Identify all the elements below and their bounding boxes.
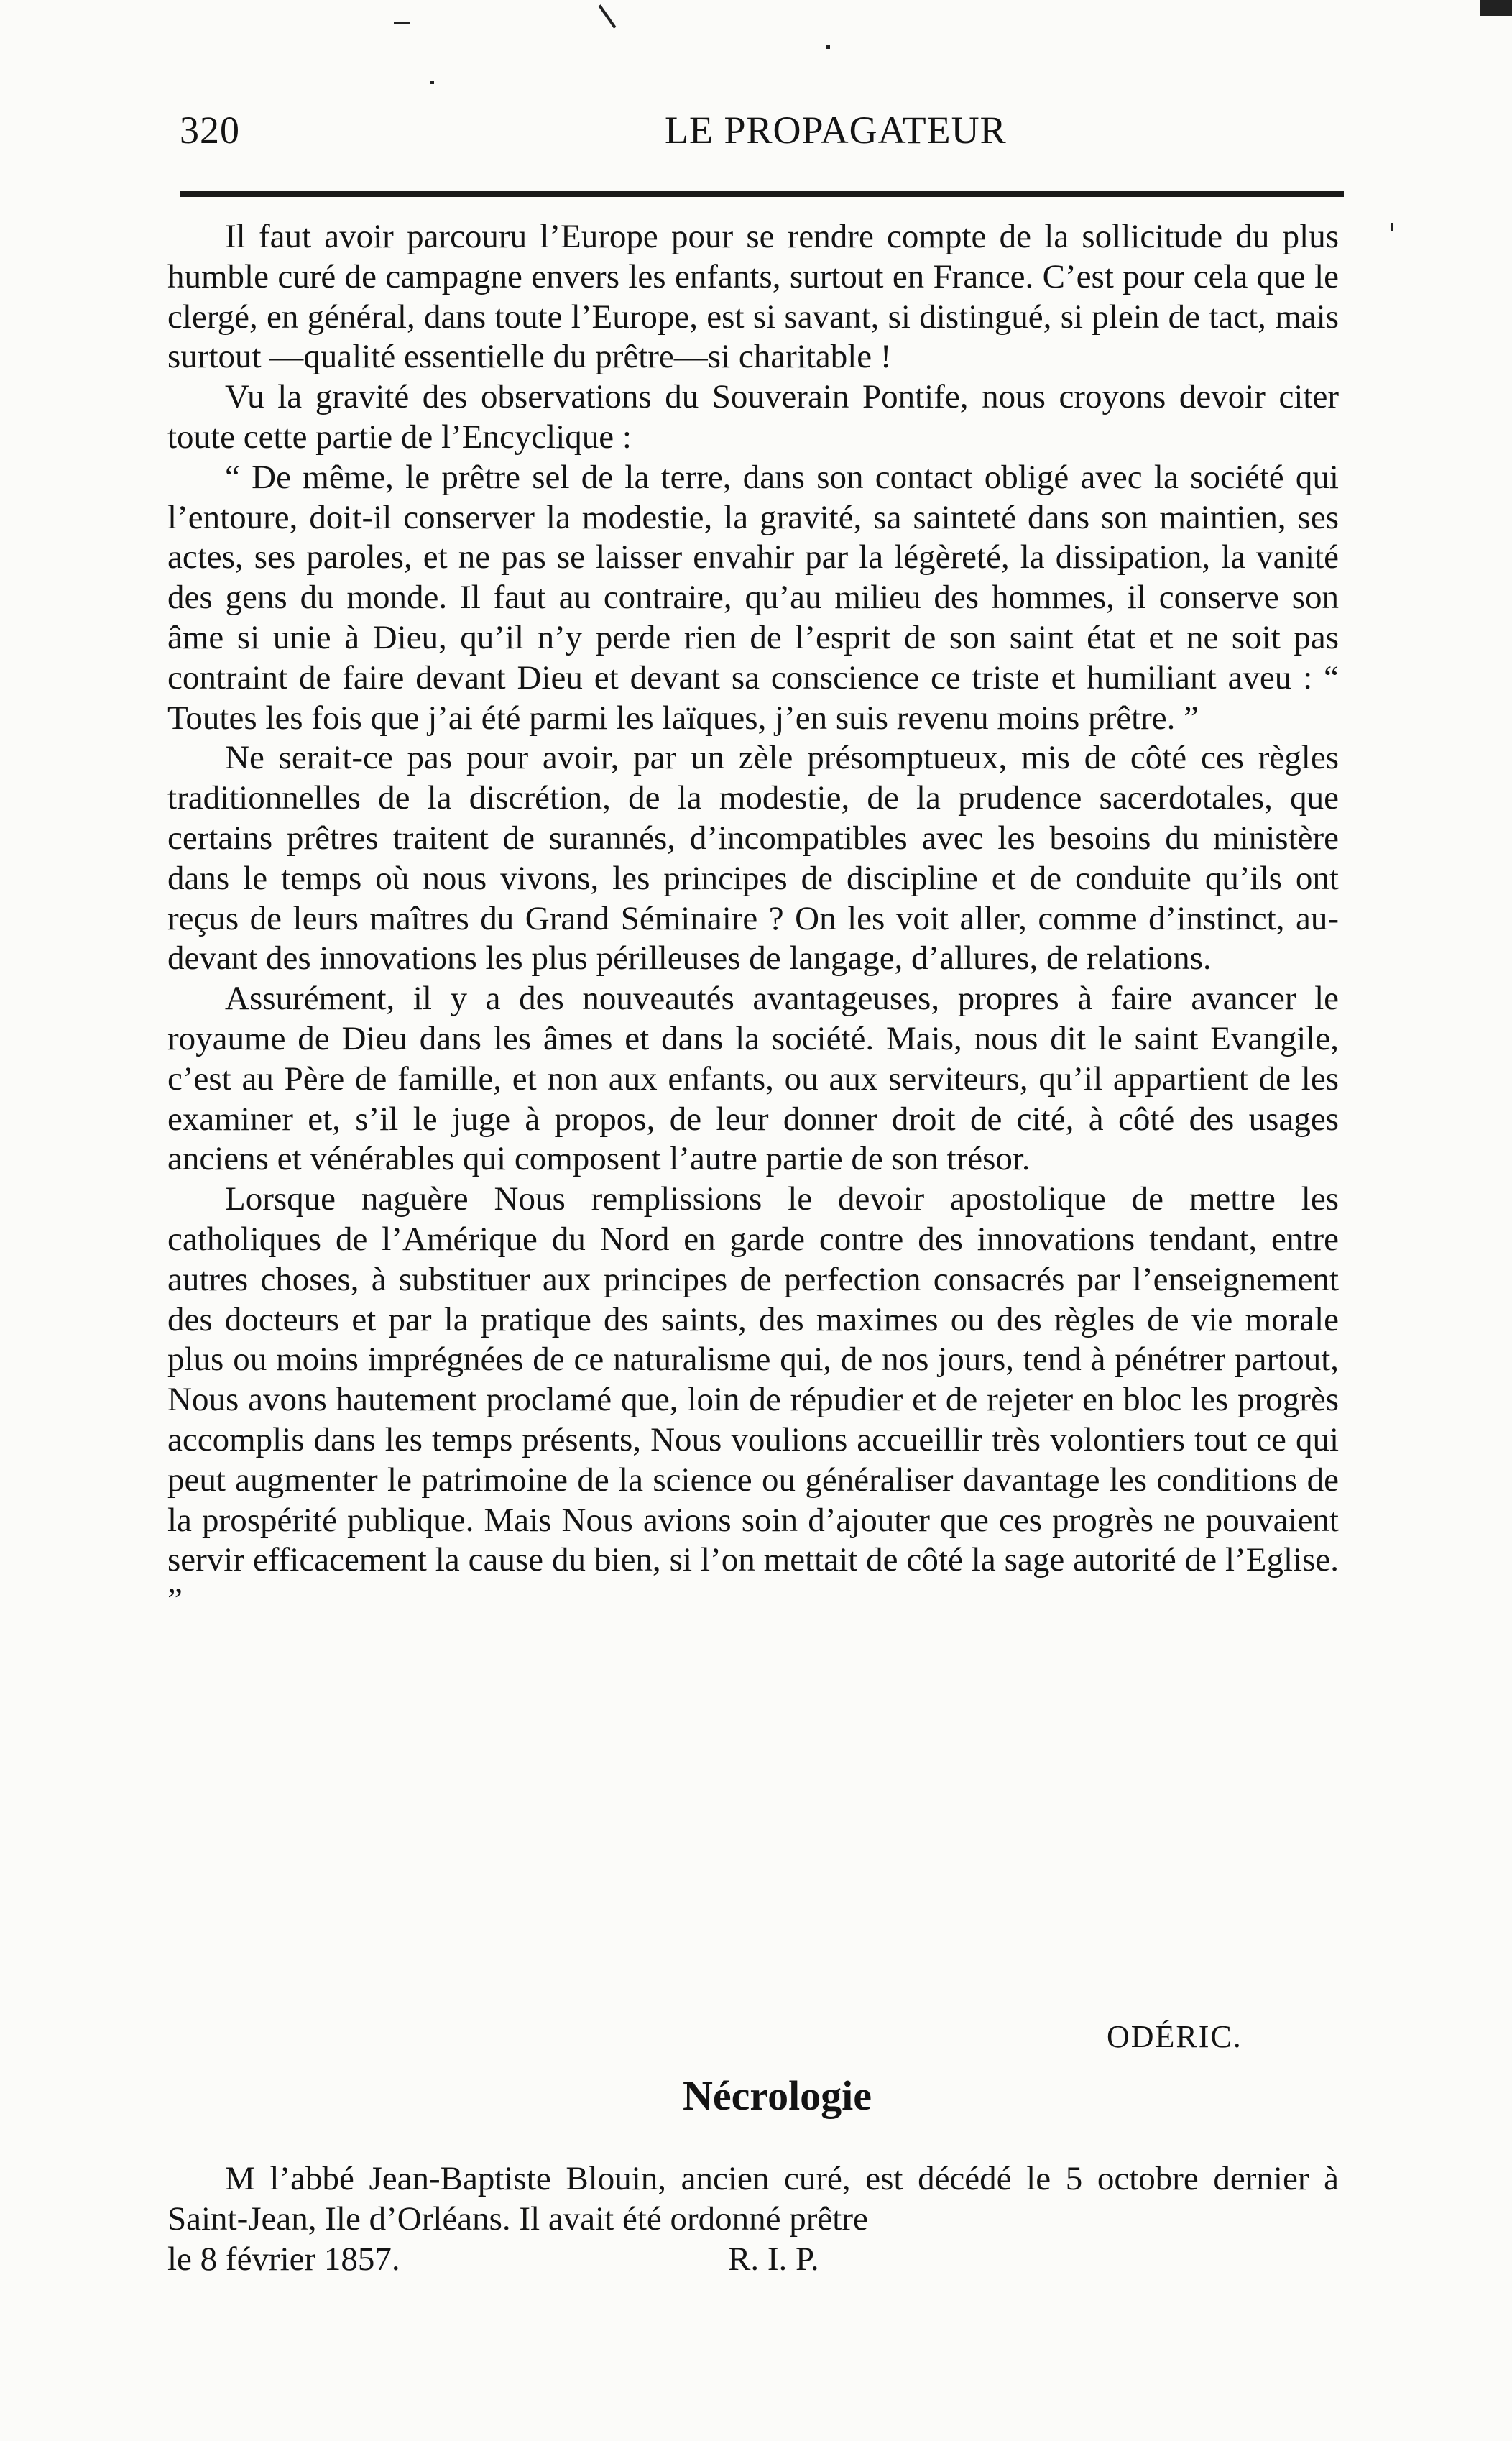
header-rule (180, 191, 1344, 197)
article-body (167, 217, 1339, 1621)
scan-speck (826, 45, 830, 49)
scan-speck (430, 81, 434, 84)
paragraph-gravite: Vu la gravité des observations du Souverain Pontife, nous croyons devoir citer toute cette partie de l’Encyclique : (167, 378, 1339, 456)
obituary-text: M l’abbé Jean-Baptiste Blouin, ancien curé, est décédé le 5 octobre dernier à Saint-Jean, Ile d’Orléans. Il avait été ordonné prêtre (167, 2160, 1339, 2238)
scan-speck (598, 4, 616, 28)
paragraph-nouveautes: Assurément, il y a des nouveautés avantageuses, propres à faire avancer le royaume de Dieu dans les âmes et dans la société. Mais, nous dit le saint Evangile, c’est au Père de famille, et non aux enfants, ou aux serviteurs, qu’il appartient de les examiner et, s’il le juge à propos, de leur donner droit de cité, à côté des usages anciens et vénérables qui composent l’autre partie de son trésor. (167, 980, 1339, 1178)
obituary-footer (167, 2240, 1339, 2283)
section-heading-necrologie: Nécrologie (683, 2072, 872, 2119)
paragraph-zele: Ne serait-ce pas pour avoir, par un zèle présomptueux, mis de côté ces règles traditionnelles de la discrétion, de la modestie, de la prudence sacerdotales, que certains prêtres traitent de surannés, d’incompatibles avec les besoins du ministère dans le temps où nous vivons, les principes de discipline et de conduite qu’ils ont reçus de leurs maîtres du Grand Séminaire ? On les voit aller, comme d’instinct, au-devant des innovations les plus périlleuses de langage, d’allures, de relations. (167, 739, 1339, 978)
rip-mark: R. I. P. (728, 2240, 819, 2278)
paragraph-amerique: Lorsque naguère Nous remplissions le devoir apostolique de mettre les catholiques de l’Amérique du Nord en garde contre des innovations tendant, entre autres choses, à substituer aux principes de perfection consacrés par l’enseignement des docteurs et par la pratique des saints, des maximes ou des règles de vie morale plus ou moins imprégnées de ce naturalisme qui, de nos jours, tend à pénétrer partout, Nous avons hautement proclamé que, loin de répudier et de rejeter en bloc les progrès accomplis dans les temps présents, Nous voulions accueillir très volontiers tout ce qui peut augmenter le patrimoine de la science ou généraliser davantage les conditions de la prospérité publique. Mais Nous avions soin d’ajouter que ces progrès ne pouvaient servir efficacement la cause du bien, si l’on mettait de côté la sage autorité de l’Eglise. ” (167, 1180, 1339, 1619)
running-title: LE PROPAGATEUR (665, 109, 1007, 152)
paragraph-sollicitude: Il faut avoir parcouru l’Europe pour se rendre compte de la sollicitude du plus humble curé de campagne envers les enfants, surtout en France. C’est pour cela que le clergé, en général, dans toute l’Europe, est si savant, si distingué, si plein de tact, mais surtout —qualité essentielle du prêtre—si charitable ! (167, 218, 1339, 376)
author-signature: ODÉRIC. (1107, 2019, 1243, 2054)
ordination-date: le 8 février 1857. (167, 2240, 400, 2278)
page-header (180, 108, 1329, 165)
paragraph-encyclique-quote: “ De même, le prêtre sel de la terre, dans son contact obligé avec la société qui l’entoure, doit-il conserver la modestie, la gravité, sa sainteté dans son maintien, ses actes, ses paroles, et ne pas se laisser envahir par la légèreté, la dissipation, la vanité des gens du monde. Il faut au contraire, qu’au milieu des hommes, il conserve son âme si unie à Dieu, qu’il n’y perde rien de l’esprit de son saint état et ne soit pas contraint de faire devant Dieu et devant sa conscience ce triste et humiliant aveu : “ Toutes les fois que j’ai été parmi les laïques, j’en suis revenu moins prêtre. ” (167, 458, 1339, 737)
scan-speck (1480, 0, 1512, 16)
page-number: 320 (180, 109, 240, 152)
scan-speck (1391, 223, 1393, 231)
scan-speck (394, 22, 410, 24)
